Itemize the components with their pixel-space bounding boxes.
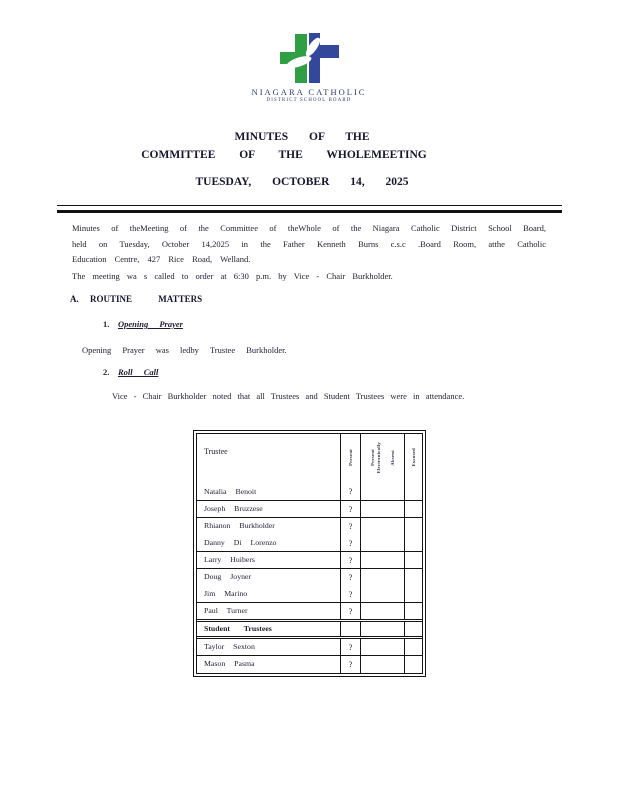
empty-cell (360, 622, 404, 636)
title-line-2: COMMITTEE OF THE WHOLEMEETING (141, 149, 427, 161)
excused-column-header-cell (404, 434, 422, 481)
present-mark: ? (340, 535, 360, 551)
present-column-header: Present (348, 449, 353, 466)
present-mark: ? (340, 501, 360, 517)
trustee-name: Joseph Bruzzese (204, 504, 263, 513)
section-a-heading (70, 294, 202, 304)
empty-cell (404, 622, 422, 636)
trustee-column-header: Trustee (204, 447, 228, 456)
present-mark: ? (340, 656, 360, 673)
trustee-name: Mason Pasma (204, 659, 255, 668)
empty-cell (360, 481, 404, 500)
section-title: ROUTINE MATTERS (90, 294, 203, 304)
section-letter: A. (70, 294, 79, 304)
attendance-row (197, 552, 422, 569)
attendance-table (193, 430, 426, 677)
present-mark: ? (340, 639, 360, 655)
empty-cell (404, 639, 422, 655)
trustee-name: Doug Joyner (204, 572, 252, 581)
board-logo (0, 32, 618, 103)
trustee-name: Paul Turner (204, 606, 248, 615)
trustee-name: Natalia Benoit (204, 487, 257, 496)
call-to-order-line: The meeting wa s called to order at 6:30 p.m. by Vice - Chair Burkholder. (72, 271, 393, 281)
attendance-row (197, 535, 422, 552)
empty-cell (360, 656, 404, 673)
attendance-row (197, 501, 422, 518)
empty-cell (360, 569, 404, 586)
attendance-row (197, 481, 422, 501)
empty-cell (404, 518, 422, 535)
trustee-name: Rhianon Burkholder (204, 521, 275, 530)
empty-cell (360, 586, 404, 602)
present-mark: ? (340, 569, 360, 586)
trustee-rows (197, 481, 422, 620)
title-line-1: MINUTES OF THE (234, 131, 370, 143)
trustee-name: Danny Di Lorenzo (204, 538, 277, 547)
electronically-absent-header-cell (360, 434, 404, 481)
attendance-row (197, 639, 422, 656)
item-2-title: Roll Call (118, 367, 159, 377)
attendance-header-row (197, 434, 422, 481)
attendance-table-outer-border (193, 430, 426, 677)
empty-cell (360, 501, 404, 517)
item-1-number: 1. (103, 319, 110, 329)
empty-cell (404, 569, 422, 586)
item-1-body: Opening Prayer was ledby Trustee Burkholder. (82, 345, 287, 355)
present-mark: ? (340, 481, 360, 500)
org-name: NIAGARA CATHOLIC (251, 87, 367, 97)
present-electronically-word: Electronically (376, 441, 381, 474)
empty-cell (360, 552, 404, 568)
student-trustees-label: Student Trustees (204, 624, 272, 633)
item-1-heading (103, 319, 197, 329)
cross-logo-icon (278, 32, 340, 84)
empty-cell (404, 535, 422, 551)
empty-cell (404, 552, 422, 568)
empty-cell (340, 622, 360, 636)
present-mark: ? (340, 552, 360, 568)
present-mark: ? (340, 586, 360, 602)
present-electronically-column-header (370, 442, 381, 473)
intro-line-3: Education Centre, 427 Rice Road, Welland. (72, 254, 251, 264)
item-1-title: Opening Prayer (118, 319, 183, 329)
attendance-row (197, 656, 422, 673)
attendance-table-inner-border (196, 433, 423, 674)
empty-cell (404, 501, 422, 517)
document-title (0, 131, 618, 188)
absent-column-header: Absent (390, 449, 395, 466)
present-column-header-cell (340, 434, 360, 481)
empty-cell (360, 518, 404, 535)
present-mark: ? (340, 518, 360, 535)
empty-cell (404, 481, 422, 500)
empty-cell (360, 535, 404, 551)
student-trustee-rows (197, 639, 422, 673)
present-electronically-word: Present (370, 449, 375, 466)
org-subname: DISTRICT SCHOOL BOARD (266, 98, 352, 103)
empty-cell (360, 639, 404, 655)
attendance-row (197, 586, 422, 603)
item-2-number: 2. (103, 367, 110, 377)
item-2-body: Vice - Chair Burkholder noted that all Trustees and Student Trustees were in attendance. (112, 391, 465, 401)
attendance-row (197, 569, 422, 586)
intro-line-2: held on Tuesday, October 14,2025 in the Father Kenneth Burns c.s.c .Board Room, atthe Catholic (72, 238, 546, 249)
intro-line-1: Minutes of theMeeting of the Committee of theWhole of the Niagara Catholic District School Board, (72, 223, 546, 233)
empty-cell (404, 603, 422, 619)
header-divider-rule (57, 205, 562, 213)
trustee-name: Larry Huibers (204, 555, 255, 564)
empty-cell (404, 586, 422, 602)
excused-column-header: Excused (411, 448, 416, 467)
item-2-heading (103, 367, 172, 377)
student-trustees-section-row (197, 622, 422, 637)
trustee-name: Taylor Sexton (204, 642, 255, 651)
intro-paragraph (72, 221, 546, 268)
empty-cell (360, 603, 404, 619)
trustee-name: Jim Marino (204, 589, 248, 598)
attendance-row (197, 603, 422, 620)
present-mark: ? (340, 603, 360, 619)
title-date-line: TUESDAY, OCTOBER 14, 2025 (195, 176, 409, 188)
attendance-row (197, 518, 422, 535)
empty-cell (404, 656, 422, 673)
